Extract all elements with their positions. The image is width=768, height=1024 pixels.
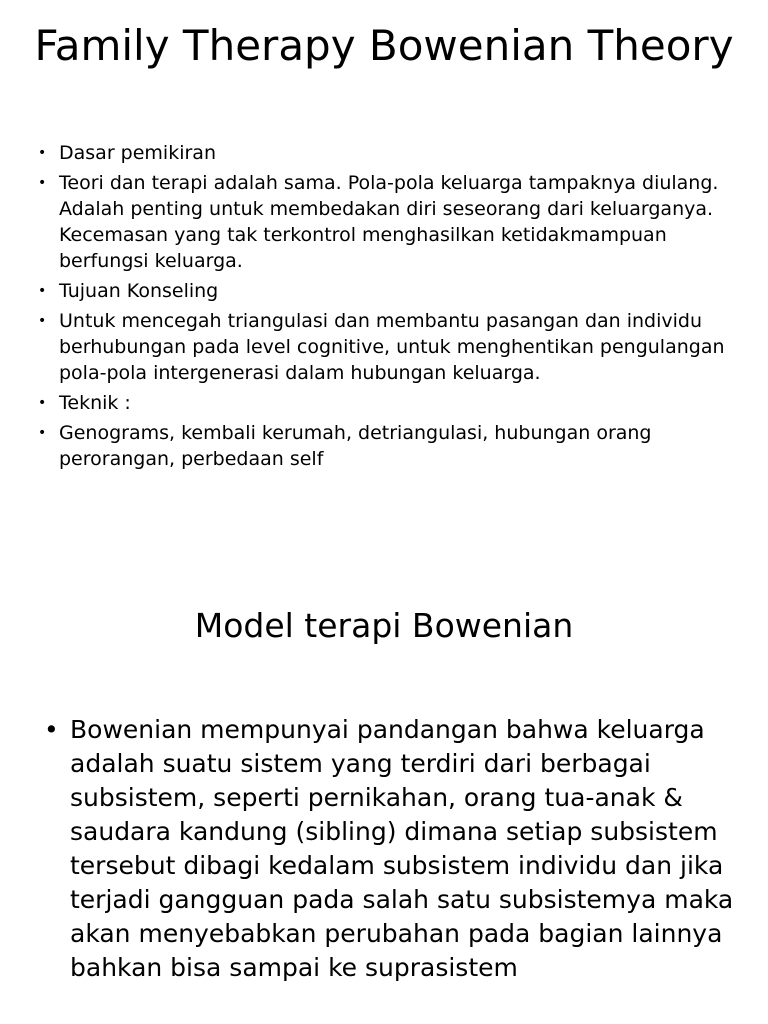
bullet-icon: • bbox=[38, 175, 47, 191]
bullet-icon: • bbox=[44, 715, 59, 744]
bullet-item bbox=[38, 420, 738, 472]
bullet-text: Teknik : bbox=[59, 392, 131, 414]
bullet-icon: • bbox=[38, 425, 47, 441]
bullet-icon: • bbox=[38, 283, 47, 299]
bullet-text: Teori dan terapi adalah sama. Pola-pola keluarga tampaknya diulang. Adalah penting untuk membedakan diri seseorang dari keluarganya. Kecemasan yang tak terkontrol menghasilkan ketidakmampuan berfungsi keluarga. bbox=[59, 172, 719, 272]
bullet-list bbox=[38, 140, 738, 476]
bullet-icon: • bbox=[38, 395, 47, 411]
bullet-item bbox=[38, 308, 738, 386]
bullet-text: Dasar pemikiran bbox=[59, 142, 216, 164]
bullet-text: Genograms, kembali kerumah, detriangulasi, hubungan orang perorangan, perbedaan self bbox=[59, 422, 652, 470]
bullet-icon: • bbox=[38, 145, 47, 161]
bullet-icon: • bbox=[38, 313, 47, 329]
bullet-text: Bowenian mempunyai pandangan bahwa keluarga adalah suatu sistem yang terdiri dari berbagai subsistem, seperti pernikahan, orang tua-anak & saudara kandung (sibling) dimana setiap subsistem tersebut dibagi kedalam subsistem individu dan jika terjadi gangguan pada salah satu subsistemya maka akan menyebabkan perubahan pada bagian lainnya bahkan bisa sampai ke suprasistem bbox=[70, 715, 734, 982]
bullet-item bbox=[38, 170, 738, 274]
bullet-item bbox=[38, 278, 738, 304]
slide-title: Model terapi Bowenian bbox=[194, 606, 574, 645]
bullet-item bbox=[38, 390, 738, 416]
bullet-list bbox=[44, 713, 734, 985]
slide-title: Family Therapy Bowenian Theory bbox=[34, 21, 734, 70]
bullet-item bbox=[44, 713, 734, 985]
bullet-item bbox=[38, 140, 738, 166]
bullet-text: Untuk mencegah triangulasi dan membantu pasangan dan individu berhubungan pada level cognitive, untuk menghentikan pengulangan pola-pola intergenerasi dalam hubungan keluarga. bbox=[59, 310, 725, 384]
bullet-text: Tujuan Konseling bbox=[59, 280, 219, 302]
